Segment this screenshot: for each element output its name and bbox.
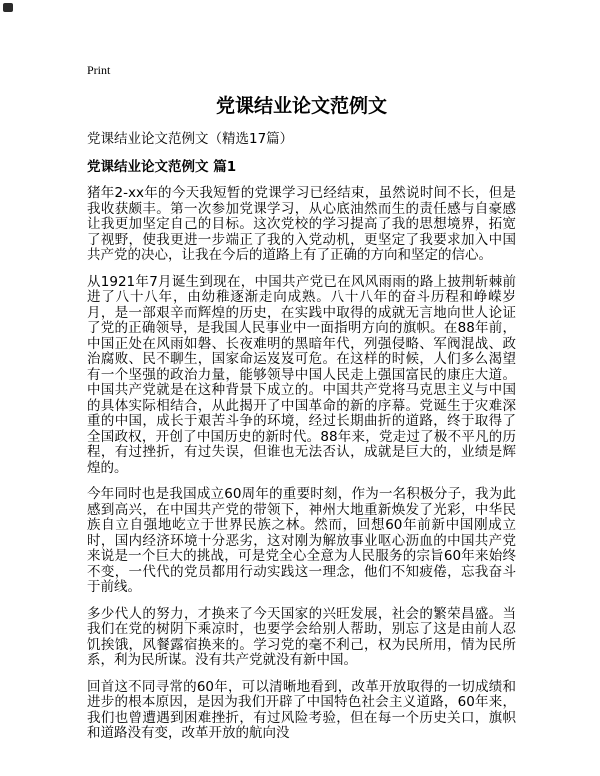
article-body xyxy=(87,186,516,742)
document-content xyxy=(87,0,516,742)
body-paragraph: 今年同时也是我国成立60周年的重要时刻，作为一名积极分子，我为此感到高兴，在中国共产党的带领下，神州大地重新焕发了光彩，中华民族自立自强地屹立于世界民族之林。然而，回想60年前新中国刚成立时，国内经济环境十分恶劣，这对刚为解放事业呕心沥血的中国共产党来说是一个巨大的挑战，可是党全心全意为人民服务的宗旨60年来始终不变，一代代的党员都用行动实践这一理念，他们不知疲倦，忘我奋斗于前线。 xyxy=(87,486,516,595)
body-paragraph: 猪年2-xx年的今天我短暂的党课学习已经结束，虽然说时间不长，但是我收获颇丰。第一次参加党课学习，从心底油然而生的责任感与自豪感让我更加坚定自己的目标。这次党校的学习提高了我的思想境界，拓宽了视野，使我更进一步端正了我的入党动机，更坚定了我要求加入中国共产党的决心，让我在今后的道路上有了正确的方向和坚定的信心。 xyxy=(87,185,516,263)
page-title: 党课结业论文范例文 xyxy=(215,95,387,117)
body-paragraph: 多少代人的努力，才换来了今天国家的兴旺发展，社会的繁荣昌盛。当我们在党的树阴下乘凉时，也要学会给别人帮助，别忘了这是由前人忍饥挨饿，风餐露宿换来的。学习党的毫不利己，权为民所用，情为民所系，利为民所谋。没有共产党就没有新中国。 xyxy=(87,605,516,668)
print-button[interactable]: Print xyxy=(87,63,111,77)
document-subtitle: 党课结业论文范例文（精选17篇） xyxy=(87,131,294,147)
body-paragraph: 从1921年7月诞生到现在，中国共产党已在风风雨雨的路上披荆斩棘前进了八十八年，由幼稚逐渐走向成熟。八十八年的奋斗历程和峥嵘岁月，是一部艰辛而辉煌的历史，在实践中取得的成就无言地向世人论证了党的正确领导，是我国人民事业中一面指明方向的旗帜。在88年前，中国正处在风雨如磐、长夜难明的黑暗年代，列强侵略、军阀混战、政治腐败、民不聊生，国家命运岌岌可危。在这样的时候，人们多么渴望有一个坚强的政治力量，能够领导中国人民走上强国富民的康庄大道。中国共产党就是在这种背景下成立的。中国共产党将马克思主义与中国的具体实际相结合，从此揭开了中国革命的新的序幕。党诞生于灾难深重的中国，成长于艰苦斗争的环境，经过长期曲折的道路，终于取得了全国政权，开创了中国历史的新时代。88年来，党走过了极不平凡的历程，有过挫折，有过失误，但谁也无法否认，成就是巨大的，业绩是辉煌的。 xyxy=(87,273,516,476)
section-heading: 党课结业论文范例文 篇1 xyxy=(87,159,237,175)
body-paragraph: 回首这不同寻常的60年，可以清晰地看到，改革开放取得的一切成绩和进步的根本原因，是因为我们开辟了中国特色社会主义道路，60年来，我们也曾遭遇到困难挫折，有过风险考验，但在每一个历史关口，旗帜和道路没有变，改革开放的航向没 xyxy=(87,678,516,741)
corner-mark-icon xyxy=(3,3,13,12)
